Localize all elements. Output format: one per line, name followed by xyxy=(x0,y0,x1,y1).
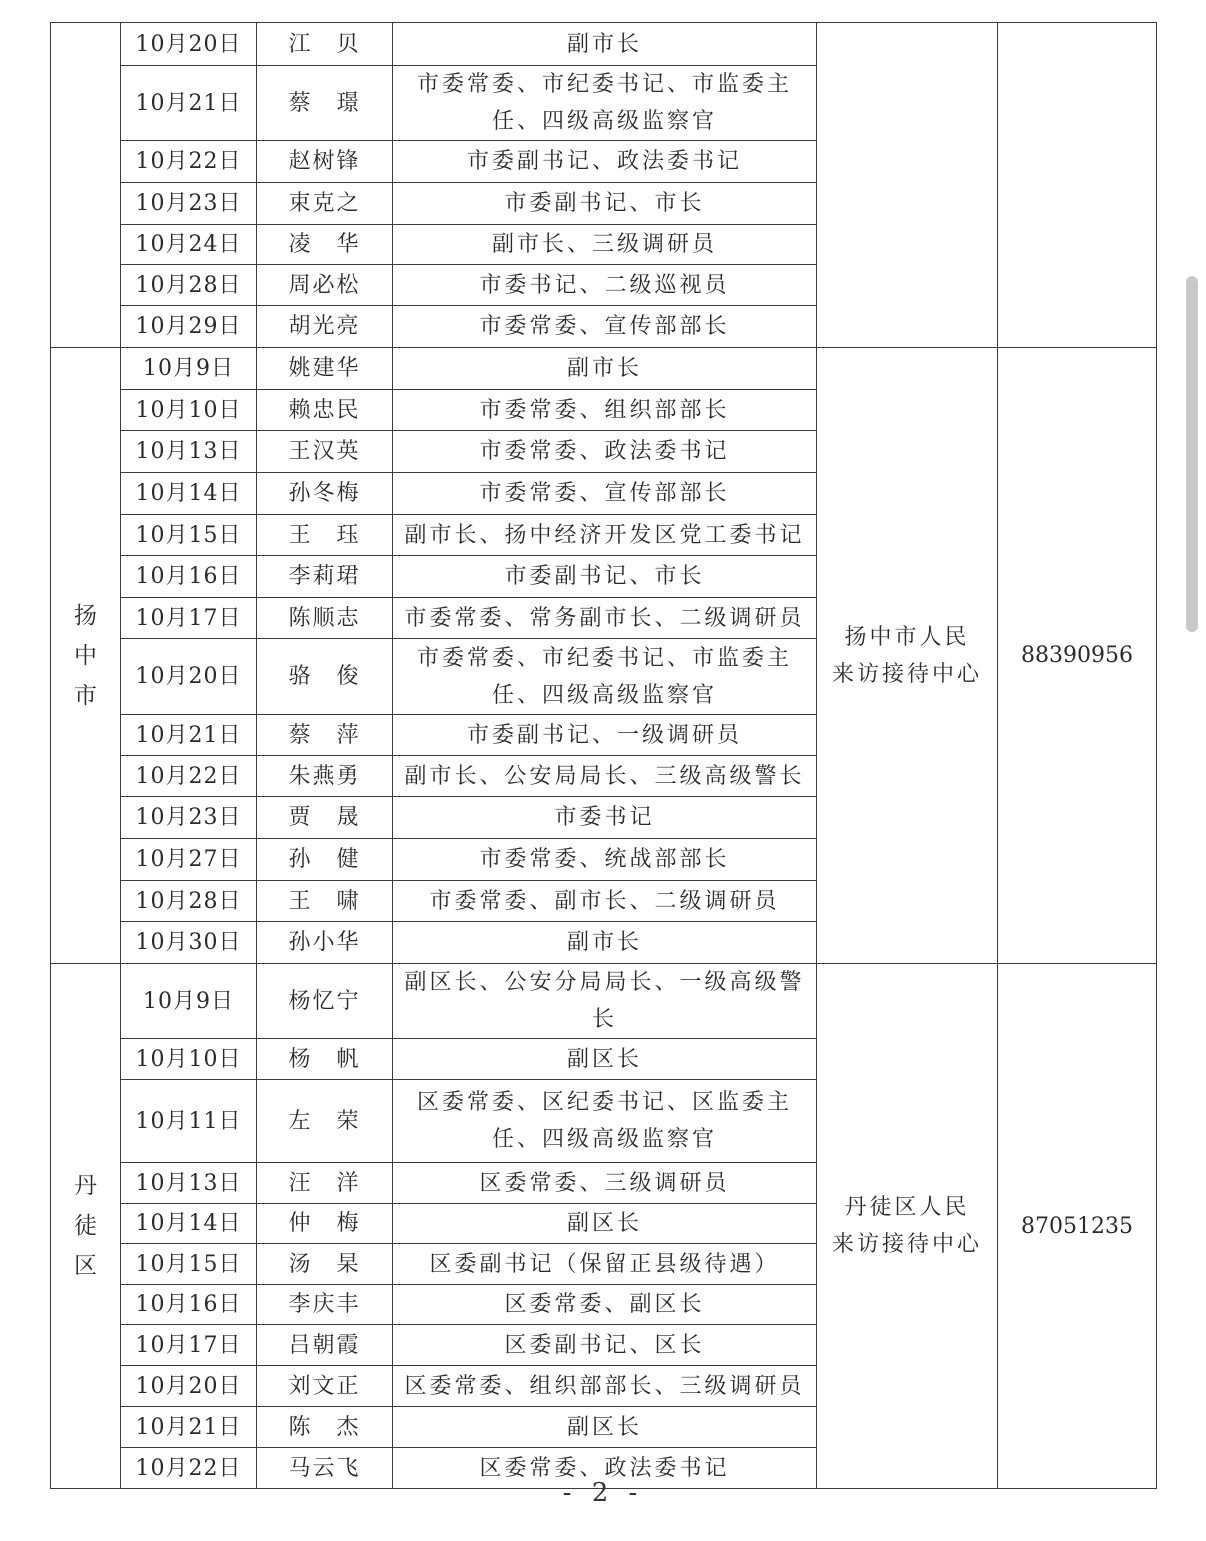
date-cell: 10月17日 xyxy=(121,1325,257,1366)
scrollbar-thumb[interactable] xyxy=(1186,276,1198,632)
date-cell: 10月13日 xyxy=(121,1163,257,1204)
title-cell: 区委常委、组织部部长、三级调研员 xyxy=(393,1366,817,1407)
name-cell: 杨 帆 xyxy=(257,1039,393,1080)
title-cell: 副市长、扬中经济开发区党工委书记 xyxy=(393,515,817,556)
title-cell: 市委副书记、一级调研员 xyxy=(393,715,817,756)
date-cell: 10月16日 xyxy=(121,1285,257,1325)
title-cell: 区委常委、政法委书记 xyxy=(393,1448,817,1489)
date-cell: 10月20日 xyxy=(121,639,257,715)
name-cell: 吕朝霞 xyxy=(257,1325,393,1366)
date-cell: 10月9日 xyxy=(121,348,257,390)
date-cell: 10月22日 xyxy=(121,756,257,797)
name-cell: 蔡 萍 xyxy=(257,715,393,756)
title-cell: 副市长、三级调研员 xyxy=(393,225,817,265)
date-cell: 10月21日 xyxy=(121,66,257,141)
name-cell: 朱燕勇 xyxy=(257,756,393,797)
title-cell: 副区长 xyxy=(393,1204,817,1244)
date-cell: 10月21日 xyxy=(121,1407,257,1448)
date-cell: 10月14日 xyxy=(121,1204,257,1244)
date-cell: 10月24日 xyxy=(121,225,257,265)
name-cell: 束克之 xyxy=(257,183,393,225)
date-cell: 10月28日 xyxy=(121,265,257,306)
name-cell: 陈 杰 xyxy=(257,1407,393,1448)
date-cell: 10月22日 xyxy=(121,141,257,183)
name-cell: 赵树锋 xyxy=(257,141,393,183)
reception-center-line: 来访接待中心 xyxy=(831,1232,982,1257)
district-char: 扬 xyxy=(74,602,97,629)
title-cell: 副市长、公安局局长、三级高级警长 xyxy=(393,756,817,797)
name-cell: 仲 梅 xyxy=(257,1204,393,1244)
title-cell: 市委书记 xyxy=(393,797,817,839)
name-cell: 汤 杲 xyxy=(257,1244,393,1285)
name-cell: 蔡 璟 xyxy=(257,66,393,141)
date-cell: 10月30日 xyxy=(121,922,257,964)
phone-cell: 88390956 xyxy=(998,348,1157,964)
page-number: - 2 - xyxy=(562,1478,644,1508)
name-cell: 胡光亮 xyxy=(257,306,393,348)
district-cell xyxy=(51,348,121,964)
date-cell: 10月23日 xyxy=(121,183,257,225)
district-cell xyxy=(51,964,121,1489)
phone-cell: 87051235 xyxy=(998,964,1157,1489)
name-cell: 陈顺志 xyxy=(257,598,393,639)
date-cell: 10月23日 xyxy=(121,797,257,839)
title-cell: 市委常委、政法委书记 xyxy=(393,431,817,473)
name-cell: 王汉英 xyxy=(257,431,393,473)
title-cell: 市委常委、副市长、二级调研员 xyxy=(393,881,817,922)
title-cell: 市委常委、组织部部长 xyxy=(393,390,817,431)
name-cell: 李庆丰 xyxy=(257,1285,393,1325)
date-cell: 10月28日 xyxy=(121,881,257,922)
date-cell: 10月10日 xyxy=(121,390,257,431)
name-cell: 赖忠民 xyxy=(257,390,393,431)
date-cell: 10月15日 xyxy=(121,515,257,556)
district-char: 市 xyxy=(74,682,97,709)
date-cell: 10月11日 xyxy=(121,1080,257,1163)
reception-center-line: 扬中市人民 xyxy=(844,624,970,650)
table-row xyxy=(51,348,1157,390)
date-cell: 10月29日 xyxy=(121,306,257,348)
title-cell: 市委副书记、市长 xyxy=(393,556,817,598)
title-cell: 市委副书记、政法委书记 xyxy=(393,141,817,183)
reception-center-cell xyxy=(817,964,998,1489)
name-cell: 汪 洋 xyxy=(257,1163,393,1204)
title-cell: 副区长 xyxy=(393,1407,817,1448)
name-cell: 孙冬梅 xyxy=(257,473,393,515)
title-cell: 市委常委、宣传部部长 xyxy=(393,473,817,515)
name-cell: 左 荣 xyxy=(257,1080,393,1163)
district-cell xyxy=(51,23,121,348)
name-cell: 孙 健 xyxy=(257,839,393,881)
title-cell: 市委常委、宣传部部长 xyxy=(393,306,817,348)
title-cell: 市委常委、常务副市长、二级调研员 xyxy=(393,598,817,639)
name-cell: 刘文正 xyxy=(257,1366,393,1407)
date-cell: 10月22日 xyxy=(121,1448,257,1489)
date-cell: 10月15日 xyxy=(121,1244,257,1285)
title-cell: 市委书记、二级巡视员 xyxy=(393,265,817,306)
title-cell: 市委副书记、市长 xyxy=(393,183,817,225)
name-cell: 周必松 xyxy=(257,265,393,306)
title-cell: 区委副书记（保留正县级待遇） xyxy=(393,1244,817,1285)
date-cell: 10月9日 xyxy=(121,964,257,1039)
name-cell: 凌 华 xyxy=(257,225,393,265)
title-cell: 副区长、公安分局局长、一级高级警长 xyxy=(393,964,817,1039)
table-row xyxy=(51,964,1157,1039)
schedule-table xyxy=(50,22,1157,1489)
district-char: 丹 xyxy=(74,1173,97,1199)
name-cell: 姚建华 xyxy=(257,348,393,390)
name-cell: 贾 晟 xyxy=(257,797,393,839)
name-cell: 王 啸 xyxy=(257,881,393,922)
district-char: 区 xyxy=(74,1253,97,1279)
title-cell: 副市长 xyxy=(393,348,817,390)
reception-center-cell xyxy=(817,348,998,964)
reception-center-cell xyxy=(817,23,998,348)
reception-center-line: 丹徒区人民 xyxy=(844,1195,970,1220)
date-cell: 10月21日 xyxy=(121,715,257,756)
name-cell: 王 珏 xyxy=(257,515,393,556)
table-row xyxy=(51,23,1157,66)
date-cell: 10月20日 xyxy=(121,23,257,66)
title-cell: 市委常委、市纪委书记、市监委主任、四级高级监察官 xyxy=(393,66,817,141)
date-cell: 10月13日 xyxy=(121,431,257,473)
name-cell: 李莉珺 xyxy=(257,556,393,598)
reception-center-line: 来访接待中心 xyxy=(831,661,982,687)
title-cell: 区委副书记、区长 xyxy=(393,1325,817,1366)
date-cell: 10月27日 xyxy=(121,839,257,881)
title-cell: 副市长 xyxy=(393,23,817,66)
title-cell: 市委常委、统战部部长 xyxy=(393,839,817,881)
name-cell: 江 贝 xyxy=(257,23,393,66)
date-cell: 10月10日 xyxy=(121,1039,257,1080)
title-cell: 副市长 xyxy=(393,922,817,964)
title-cell: 区委常委、副区长 xyxy=(393,1285,817,1325)
name-cell: 杨忆宁 xyxy=(257,964,393,1039)
name-cell: 马云飞 xyxy=(257,1448,393,1489)
schedule-table-body xyxy=(51,23,1157,1489)
name-cell: 孙小华 xyxy=(257,922,393,964)
title-cell: 区委常委、三级调研员 xyxy=(393,1163,817,1204)
date-cell: 10月20日 xyxy=(121,1366,257,1407)
date-cell: 10月17日 xyxy=(121,598,257,639)
phone-cell xyxy=(998,23,1157,348)
district-char: 徒 xyxy=(74,1213,97,1239)
date-cell: 10月16日 xyxy=(121,556,257,598)
district-char: 中 xyxy=(74,642,97,669)
title-cell: 副区长 xyxy=(393,1039,817,1080)
title-cell: 区委常委、区纪委书记、区监委主任、四级高级监察官 xyxy=(393,1080,817,1163)
title-cell: 市委常委、市纪委书记、市监委主任、四级高级监察官 xyxy=(393,639,817,715)
name-cell: 骆 俊 xyxy=(257,639,393,715)
date-cell: 10月14日 xyxy=(121,473,257,515)
